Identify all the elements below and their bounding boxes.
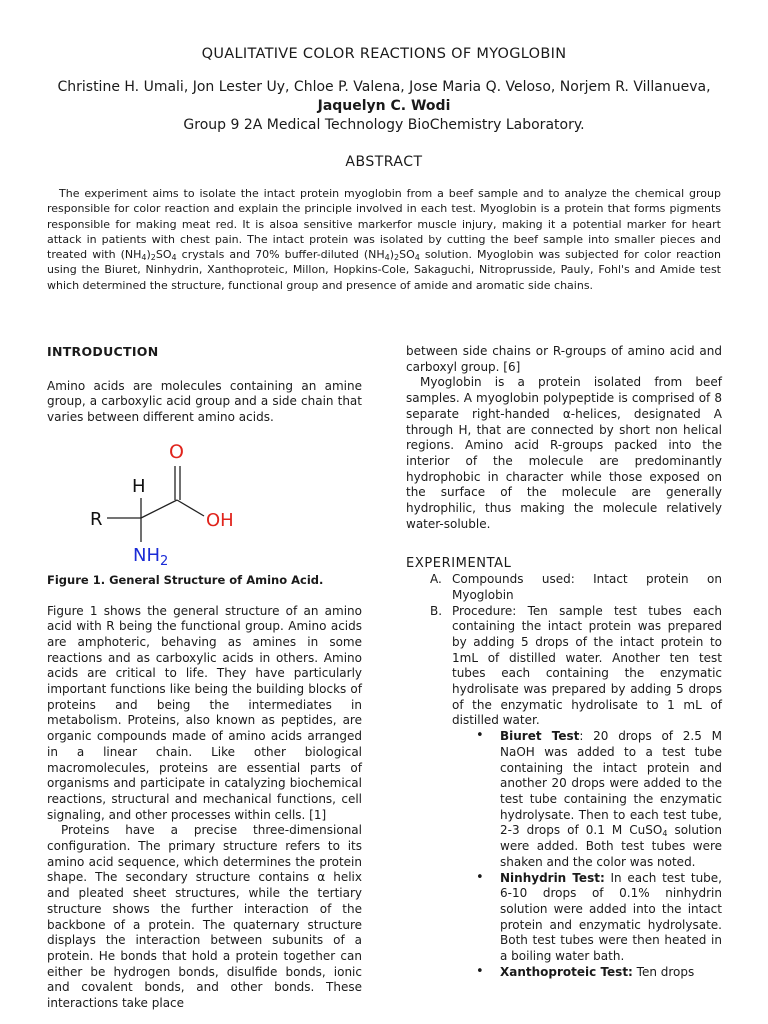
test-name: Xanthoproteic Test:	[500, 964, 633, 979]
test-item-ninhydrin	[476, 869, 722, 965]
bullet-icon: •	[476, 728, 484, 744]
abstract-part: SO	[399, 248, 415, 262]
abstract-part: crystals and 70% buffer-diluted (NH	[176, 248, 385, 262]
list-marker: A.	[430, 572, 442, 587]
authors-text: Christine H. Umali, Jon Lester Uy, Chloe P. Valena, Jose Maria Q. Veloso, Norjem R. Villanueva,	[57, 79, 711, 95]
abstract-text	[47, 186, 721, 293]
list-marker: B.	[430, 603, 443, 618]
test-text: Ten drops	[632, 964, 695, 979]
group-affiliation: Group 9 2A Medical Technology BioChemistry Laboratory.	[183, 117, 585, 133]
intro-paragraph-2: Figure 1 shows the general structure of an amino acid with R being the functional group. Amino acids are amphoteric, behaving as amines in some reactions and as carboxylic acids in others. Amino acids are critical to life. They have particularly important functions like being the building blocks of proteins and being the intermediates in metabolism. Proteins, also known as peptides, are organic compounds made of amino acids arranged in a linear chain. Like other biological macromolecules, proteins are essential parts of organisms and participate in catalyzing biochemical reactions, structural and mechanical functions, cell signaling, and other processes within cells. [1]	[47, 603, 362, 822]
bullet-icon: •	[476, 869, 484, 885]
intro-paragraph-1: Amino acids are molecules containing an amine group, a carboxylic acid group and a side chain that varies between different amino acids.	[47, 378, 362, 425]
abstract-part: SO	[155, 248, 172, 262]
experimental-heading: EXPERIMENTAL	[406, 556, 512, 572]
figure-caption: Figure 1. General Structure of Amino Acid.	[47, 572, 324, 587]
right-column	[406, 344, 722, 980]
test-list	[406, 729, 722, 980]
test-name: Biuret Test	[500, 729, 580, 744]
experimental-list	[406, 572, 722, 729]
atom-nh2	[133, 545, 168, 569]
atom-o: O	[169, 440, 184, 463]
atom-h: H	[132, 475, 146, 497]
author-list	[40, 78, 728, 116]
atom-nh-sub: 2	[160, 553, 169, 569]
list-text: Compounds used: Intact protein on Myoglobin	[452, 572, 722, 602]
test-text: solution were added. Both test tubes were shaken and the color was noted.	[500, 823, 722, 869]
abstract-part: )	[146, 248, 151, 262]
subscript: 2	[150, 253, 156, 263]
intro-paragraph-5: Myoglobin is a protein isolated from beef samples. A myoglobin polypeptide is comprised of 8 separate right-handed α-helices, designated A through H, that are connected by short non helical regions. Amino acid R-groups packed into the interior of the molecule are predominantly hydrophobic in character while those exposed on the surface of the molecule are generally hydrophilic, thus making the molecule relatively water-soluble.	[406, 375, 722, 531]
amino-acid-figure	[59, 426, 289, 569]
subscript: 4	[662, 829, 668, 839]
list-text: Procedure: Ten sample test tubes each containing the intact protein was prepared by adding 5 drops of the intact protein to 1mL of distilled water. Another ten test tubes each containing the enzymatic hydrolisate was prepared by adding 5 drops of the enzymatic hydrolisate to 1 mL of distilled water.	[452, 603, 722, 728]
test-text: : 20 drops of 2.5 M NaOH was added to a test tube containing the intact protein and another 20 drops were added to the test tube containing the enzymatic hydrolysate. Then to each test tube, 2-3 drops of 0.1 M CuSO	[500, 729, 722, 838]
abstract-part: )	[389, 248, 395, 262]
left-column	[47, 344, 362, 1012]
list-item	[430, 603, 722, 730]
introduction-heading: INTRODUCTION	[47, 344, 159, 359]
atom-nh: NH	[133, 544, 160, 566]
subscript: 4	[384, 253, 390, 263]
subscript: 4	[171, 253, 177, 263]
amino-acid-structure-diagram	[59, 426, 289, 569]
subscript: 4	[141, 253, 147, 263]
atom-r: R	[90, 508, 103, 530]
abstract-part: The experiment aims to isolate the intact protein myoglobin from a beef sample and to analyze the chemical group responsible for color reaction and explain the principle involved in each test. Myoglobin is a protein that forms pigments responsible for making meat red. It is alsoa sensitive markerfor muscle injury, making it a potential marker for heart attack in patients with chest pain. The intact protein was isolated by cutting the beef sample into smaller pieces and treated with (NH	[47, 187, 721, 262]
bond-oh	[177, 500, 204, 516]
test-item-biuret	[476, 728, 722, 870]
list-item	[430, 572, 722, 603]
test-item-xanthoproteic	[476, 963, 722, 981]
test-name: Ninhydrin Test:	[500, 870, 605, 885]
abstract-part: solution. Myoglobin was subjected for color reaction using the Biuret, Ninhydrin, Xanthoproteic, Millon, Hopkins-Cole, Sakaguchi, Nitroprusside, Pauly, Fohl's and Amide test which determined the structure, functional group and presence of amide and aromatic side chains.	[47, 248, 721, 292]
subscript: 2	[394, 253, 400, 263]
intro-paragraph-3: Proteins have a precise three-dimensional configuration. The primary structure refers to its amino acid sequence, which determines the protein shape. The secondary structure contains α helix and pleated sheet structures, while the tertiary structure shows the further interaction of the backbone of a protein. The quaternary structure displays the interaction between subunits of a protein. He bonds that hold a protein together can either be hydrogen bonds, disulfide bonds, ionic and covalent bonds, and other bonds. These interactions take place	[47, 823, 362, 1011]
paper-title: QUALITATIVE COLOR REACTIONS OF MYOGLOBIN	[201, 46, 567, 62]
test-text: In each test tube, 6-10 drops of 0.1% ninhydrin solution were added into the intact protein and enzymatic hydrolysate. Both test tubes were then heated in a boiling water bath.	[500, 870, 722, 964]
bond-c	[141, 500, 177, 518]
atom-oh: OH	[206, 509, 234, 531]
author-bold: Jaquelyn C. Wodi	[317, 98, 451, 114]
intro-paragraph-4: between side chains or R-groups of amino acid and carboxyl group. [6]	[406, 344, 722, 374]
abstract-heading: ABSTRACT	[345, 154, 423, 170]
subscript: 4	[414, 253, 420, 263]
bullet-icon: •	[476, 963, 484, 979]
